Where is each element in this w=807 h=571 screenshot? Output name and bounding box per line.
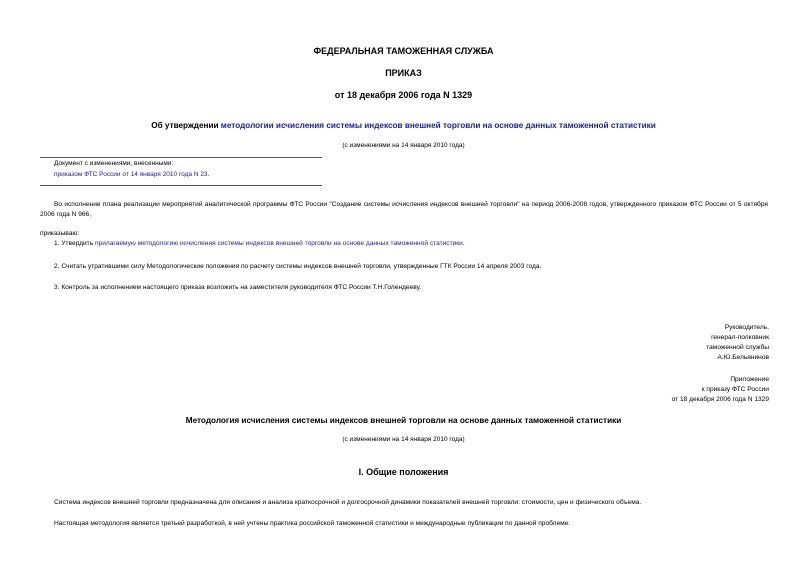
title-amendments-note: (с изменениями на 14 января 2010 года): [342, 142, 465, 149]
signature-name: А.Ю.Бельянинов: [717, 354, 769, 361]
signature-block: [469, 323, 769, 363]
appendix-order-date: от 18 декабря 2006 года N 1329: [671, 396, 769, 403]
order-item-1: [54, 239, 465, 249]
order-item-2: 2. Считать утратившими силу Методологические положения по расчету системы индексов внешней торговли, утвержденные ГТК России 14 апреля 2003 года.: [54, 263, 542, 270]
document-title: [0, 121, 807, 130]
signature-position: Руководитель,: [724, 324, 769, 331]
changes-box-top-rule: [40, 157, 322, 158]
changes-box-bottom-rule: [40, 185, 322, 186]
signature-service: таможенной службы: [706, 344, 769, 351]
attached-methodology-link[interactable]: прилагаемую методологию исчисления системы индексов внешней торговли на основе данных таможенной статистики: [94, 240, 463, 247]
appendix-label: Приложение: [730, 376, 769, 383]
title-methodology-link[interactable]: методологии исчисления системы индексов внешней торговли на основе данных таможенной статистики: [220, 121, 656, 130]
document-type: ПРИКАЗ: [385, 68, 422, 78]
changes-box-entry: [54, 171, 209, 178]
methodology-paragraph-1: Система индексов внешней торговли предназначена для описания и анализа краткосрочной и долгосрочной динамики показателей внешней торговли: стоимости, цен и физического объема.: [54, 499, 642, 506]
signature-rank: генерал-полковник: [711, 334, 769, 341]
preamble-paragraph: Во исполнение плана реализации мероприятий аналитической программы ФТС России "Создание системы исчисления индексов внешней торговли" на период 2006-2008 годов, утвержденного приказом ФТС России от 5 октября 2006 года N 966,: [40, 201, 768, 218]
document-date-number: от 18 декабря 2006 года N 1329: [334, 90, 473, 100]
changes-box-label: Документ с изменениями, внесенными:: [54, 160, 174, 167]
item1-prefix: 1. Утвердить: [54, 240, 95, 247]
section-1-heading: I. Общие положения: [358, 467, 449, 477]
methodology-amendments-note: (с изменениями на 14 января 2010 года): [342, 436, 465, 443]
order-item-3: 3. Контроль за исполнением настоящего приказа возложить на заместителя руководителя ФТС России Т.Н.Голендееву.: [54, 284, 422, 291]
agency-name: ФЕДЕРАЛЬНАЯ ТАМОЖЕННАЯ СЛУЖБА: [313, 46, 494, 56]
appendix-reference: [469, 375, 769, 405]
title-prefix: Об утверждении: [151, 121, 221, 130]
amending-order-suffix: .: [207, 171, 210, 178]
methodology-title: Методология исчисления системы индексов внешней торговли на основе данных таможенной статистики: [185, 416, 622, 425]
item1-suffix: .: [462, 240, 465, 247]
amending-order-link[interactable]: приказом ФТС России от 14 января 2010 года N 23: [54, 171, 208, 178]
appendix-order-ref: к приказу ФТС России: [701, 386, 769, 393]
methodology-paragraph-2: Настоящая методология является третьей разработкой, в ней учтены практика российской таможенной статистики и международные публикации по данной проблеме.: [54, 520, 571, 527]
order-word: приказываю:: [40, 230, 80, 237]
